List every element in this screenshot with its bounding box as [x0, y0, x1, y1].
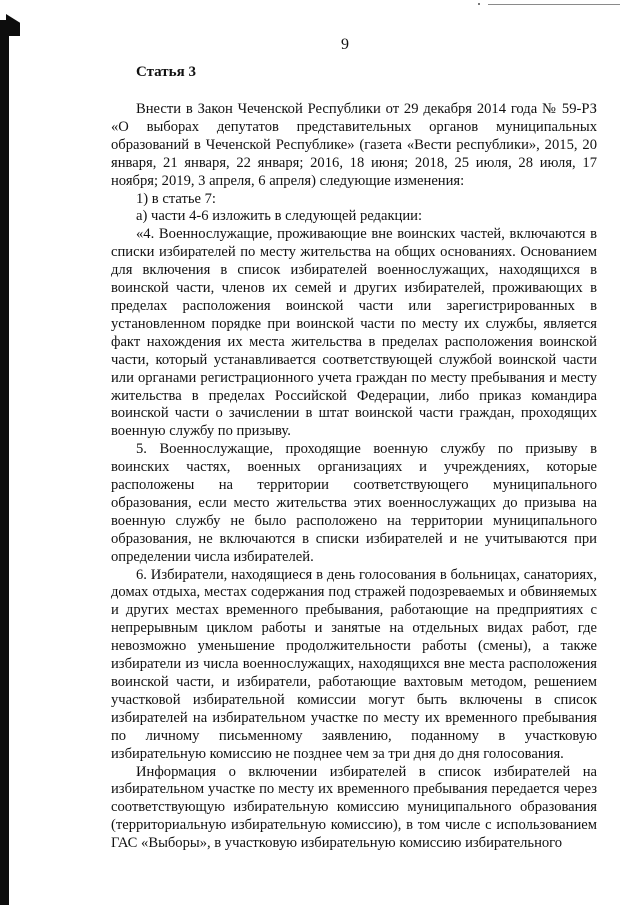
document-body [111, 101, 597, 853]
paragraph-item-1: 1) в статье 7: [136, 190, 216, 207]
paragraph-part-6: 6. Избиратели, находящиеся в день голосования в больницах, санаториях, домах отдыха, местах содержания под стражей подозреваемых и обвиняемых и других местах временного пребывания, работающие на предприятиях с непрерывным циклом работы и занятые на отдельных видах работ, где невозможно уменьшение продолжительности работы (смены), а также избиратели из числа военнослужащих, находящихся вне места расположения воинской части, и избиратели, работающие вахтовым методом, решением участковой избирательной комиссии могут быть включены в список избирателей на избирательном участке по месту их временного пребывания по личному письменному заявлению, поданному в участковую избирательную комиссию не позднее чем за три дня до дня голосования. [111, 566, 597, 762]
page-number: 9 [341, 36, 349, 53]
scan-artifact-dot [478, 3, 480, 5]
paragraph-subitem-a: а) части 4-6 изложить в следующей редакции: [136, 208, 423, 225]
paragraph-information: Информация о включении избирателей в список избирателей на избирательном участке по месту их временного пребывания передается через соответствующую избирательную комиссию муниципального образования (территориальную избирательную комиссию), в том числе с использованием ГАС «Выборы», в участковую избирательную комиссию избирательного [111, 763, 597, 852]
scan-artifact-line [488, 4, 620, 5]
paragraph-part-5: 5. Военнослужащие, проходящие военную службу по призыву в воинских частях, военных организациях и учреждениях, которые расположены на территории соответствующего муниципального образования, если место жительства этих военнослужащих до призыва на военную службу не было расположено на территории муниципального образования, не включаются в списки избирателей и не учитываются при определении числа избирателей. [111, 441, 597, 565]
article-title: Статья 3 [136, 64, 196, 80]
paragraph-intro: Внести в Закон Чеченской Республики от 29 декабря 2014 года № 59-РЗ «О выборах депутатов представительных органов муниципальных образований в Чеченской Республике» (газета «Вести республики», 2015, 20 января, 21 января, 22 января; 2016, 18 июня; 2018, 25 июля, 28 июля, 17 ноября; 2019, 3 апреля, 6 апреля) следующие изменения: [111, 101, 597, 189]
scan-margin-shadow [0, 20, 9, 905]
scan-margin-notch [6, 14, 20, 36]
paragraph-part-4: «4. Военнослужащие, проживающие вне воинских частей, включаются в списки избирателей по месту жительства на общих основаниях. Основанием для включения в список избирателей военнослужащих, находящихся в воинской части, членов их семей и других избирателей, проживающих в пределах расположения воинской части или зарегистрированных в установленном порядке при воинской части по месту их службы, является факт нахождения их места жительства в пределах расположения воинской части, который устанавливается соответствующей службой воинской части или органами регистрационного учета граждан по месту пребывания и месту жительства в пределах Российской Федерации, либо приказ командира воинской части о зачислении в штат воинской части граждан, проходящих военную службу по призыву. [111, 226, 597, 440]
